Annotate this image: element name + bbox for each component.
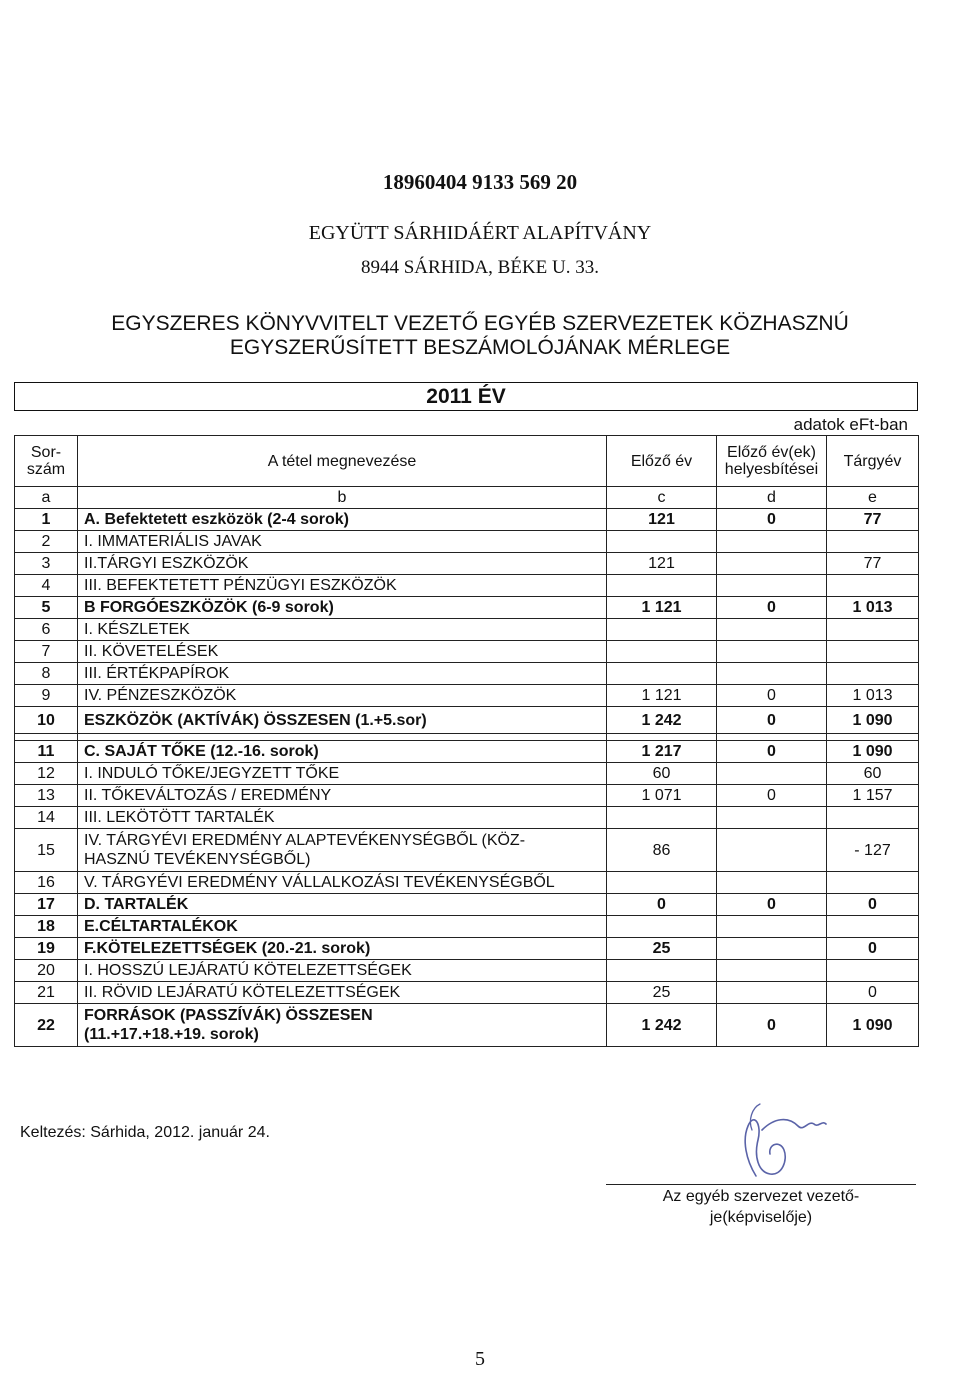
document-title-line1: EGYSZERES KÖNYVVITELT VEZETŐ EGYÉB SZERVEZETEK KÖZHASZNÚ bbox=[111, 312, 849, 335]
item-label: I. HOSSZÚ LEJÁRATÚ KÖTELEZETTSÉGEK bbox=[78, 960, 607, 982]
signatory-label: Az egyéb szervezet vezető- je(képviselője) bbox=[662, 1188, 860, 1226]
unit-note: adatok eFt-ban bbox=[793, 415, 908, 434]
date-line: Keltezés: Sárhida, 2012. január 24. bbox=[20, 1124, 270, 1141]
organization-name: EGYÜTT SÁRHIDÁÉRT ALAPÍTVÁNY bbox=[308, 222, 652, 244]
table-row bbox=[15, 763, 919, 785]
prev-year-value: 1 121 bbox=[607, 685, 717, 707]
col-header-rownum: Sor- szám bbox=[15, 436, 78, 487]
current-year-value bbox=[827, 872, 919, 894]
year-banner: 2011 ÉV bbox=[14, 382, 918, 411]
item-label: C. SAJÁT TŐKE (12.-16. sorok) bbox=[78, 741, 607, 763]
table-row bbox=[15, 553, 919, 575]
table-row bbox=[15, 641, 919, 663]
table-row bbox=[15, 872, 919, 894]
col-letter: c bbox=[607, 487, 717, 509]
col-letter: a bbox=[15, 487, 78, 509]
correction-value: 0 bbox=[717, 1004, 827, 1047]
prev-year-value: 1 217 bbox=[607, 741, 717, 763]
row-number: 15 bbox=[15, 829, 78, 872]
document-title-line2: EGYSZERŰSÍTETT BESZÁMOLÓJÁNAK MÉRLEGE bbox=[229, 336, 731, 359]
item-label: II. RÖVID LEJÁRATÚ KÖTELEZETTSÉGEK bbox=[78, 982, 607, 1004]
item-label: II.TÁRGYI ESZKÖZÖK bbox=[78, 553, 607, 575]
correction-value bbox=[717, 619, 827, 641]
spacer-cell bbox=[78, 734, 607, 741]
current-year-value: 77 bbox=[827, 553, 919, 575]
prev-year-value bbox=[607, 916, 717, 938]
table-row bbox=[15, 785, 919, 807]
table-row bbox=[15, 597, 919, 619]
correction-value: 0 bbox=[717, 741, 827, 763]
item-label: IV. TÁRGYÉVI EREDMÉNY ALAPTEVÉKENYSÉGBŐL (KÖZ- HASZNÚ TEVÉKENYSÉGBŐL) bbox=[78, 829, 607, 872]
prev-year-value bbox=[607, 663, 717, 685]
current-year-value bbox=[827, 641, 919, 663]
row-number: 11 bbox=[15, 741, 78, 763]
row-number: 21 bbox=[15, 982, 78, 1004]
correction-value: 0 bbox=[717, 685, 827, 707]
row-number: 3 bbox=[15, 553, 78, 575]
row-number: 8 bbox=[15, 663, 78, 685]
current-year-value: 60 bbox=[827, 763, 919, 785]
col-header-corrections: Előző év(ek) helyesbítései bbox=[717, 436, 827, 487]
current-year-value bbox=[827, 663, 919, 685]
col-header-prev-year: Előző év bbox=[607, 436, 717, 487]
current-year-value bbox=[827, 916, 919, 938]
correction-value bbox=[717, 938, 827, 960]
item-label: I. KÉSZLETEK bbox=[78, 619, 607, 641]
correction-value bbox=[717, 982, 827, 1004]
organization-address: 8944 SÁRHIDA, BÉKE U. 33. bbox=[360, 257, 600, 278]
spacer-cell bbox=[15, 734, 78, 741]
current-year-value bbox=[827, 807, 919, 829]
table-row bbox=[15, 938, 919, 960]
item-label: B FORGÓESZKÖZÖK (6-9 sorok) bbox=[78, 597, 607, 619]
table-row bbox=[15, 960, 919, 982]
table-row bbox=[15, 531, 919, 553]
item-label: F.KÖTELEZETTSÉGEK (20.-21. sorok) bbox=[78, 938, 607, 960]
row-number: 9 bbox=[15, 685, 78, 707]
prev-year-value bbox=[607, 807, 717, 829]
current-year-value bbox=[827, 960, 919, 982]
correction-value: 0 bbox=[717, 509, 827, 531]
row-number: 18 bbox=[15, 916, 78, 938]
page-number: 5 bbox=[475, 1348, 485, 1370]
balance-sheet-table bbox=[14, 435, 919, 1047]
correction-value bbox=[717, 663, 827, 685]
prev-year-value bbox=[607, 641, 717, 663]
current-year-value: 0 bbox=[827, 938, 919, 960]
col-letter: b bbox=[78, 487, 607, 509]
item-label: ESZKÖZÖK (AKTÍVÁK) ÖSSZESEN (1.+5.sor) bbox=[78, 707, 607, 734]
item-label: I. INDULÓ TŐKE/JEGYZETT TŐKE bbox=[78, 763, 607, 785]
item-label: FORRÁSOK (PASSZÍVÁK) ÖSSZESEN (11.+17.+18.+19. sorok) bbox=[78, 1004, 607, 1047]
table-row bbox=[15, 509, 919, 531]
prev-year-value bbox=[607, 575, 717, 597]
table-row bbox=[15, 894, 919, 916]
correction-value: 0 bbox=[717, 894, 827, 916]
prev-year-value: 86 bbox=[607, 829, 717, 872]
correction-value bbox=[717, 531, 827, 553]
col-header-current-year: Tárgyév bbox=[827, 436, 919, 487]
row-number: 10 bbox=[15, 707, 78, 734]
row-number: 4 bbox=[15, 575, 78, 597]
correction-value bbox=[717, 872, 827, 894]
correction-value bbox=[717, 916, 827, 938]
prev-year-value: 1 242 bbox=[607, 1004, 717, 1047]
current-year-value: - 127 bbox=[827, 829, 919, 872]
signature-line bbox=[606, 1184, 916, 1185]
prev-year-value bbox=[607, 872, 717, 894]
table-row bbox=[15, 829, 919, 872]
current-year-value: 1 090 bbox=[827, 741, 919, 763]
current-year-value bbox=[827, 575, 919, 597]
prev-year-value bbox=[607, 960, 717, 982]
current-year-value: 1 013 bbox=[827, 685, 919, 707]
item-label: A. Befektetett eszközök (2-4 sorok) bbox=[78, 509, 607, 531]
current-year-value: 1 090 bbox=[827, 1004, 919, 1047]
correction-value bbox=[717, 553, 827, 575]
row-number: 7 bbox=[15, 641, 78, 663]
table-row bbox=[15, 619, 919, 641]
table-row bbox=[15, 982, 919, 1004]
row-number: 20 bbox=[15, 960, 78, 982]
prev-year-value: 1 071 bbox=[607, 785, 717, 807]
current-year-value: 1 157 bbox=[827, 785, 919, 807]
spacer-cell bbox=[607, 734, 717, 741]
row-number: 22 bbox=[15, 1004, 78, 1047]
prev-year-value: 1 121 bbox=[607, 597, 717, 619]
current-year-value: 1 013 bbox=[827, 597, 919, 619]
row-number: 19 bbox=[15, 938, 78, 960]
item-label: III. ÉRTÉKPAPÍROK bbox=[78, 663, 607, 685]
item-label: II. KÖVETELÉSEK bbox=[78, 641, 607, 663]
current-year-value: 77 bbox=[827, 509, 919, 531]
correction-value bbox=[717, 807, 827, 829]
prev-year-value: 121 bbox=[607, 553, 717, 575]
item-label: D. TARTALÉK bbox=[78, 894, 607, 916]
item-label: I. IMMATERIÁLIS JAVAK bbox=[78, 531, 607, 553]
prev-year-value bbox=[607, 619, 717, 641]
table-row bbox=[15, 807, 919, 829]
row-number: 5 bbox=[15, 597, 78, 619]
prev-year-value: 0 bbox=[607, 894, 717, 916]
prev-year-value: 25 bbox=[607, 938, 717, 960]
col-letter: d bbox=[717, 487, 827, 509]
correction-value: 0 bbox=[717, 707, 827, 734]
table-row bbox=[15, 741, 919, 763]
table-header-row bbox=[15, 436, 919, 487]
row-number: 2 bbox=[15, 531, 78, 553]
prev-year-value: 121 bbox=[607, 509, 717, 531]
correction-value bbox=[717, 960, 827, 982]
table-row bbox=[15, 707, 919, 734]
item-label: II. TŐKEVÁLTOZÁS / EREDMÉNY bbox=[78, 785, 607, 807]
col-header-item: A tétel megnevezése bbox=[78, 436, 607, 487]
col-letter: e bbox=[827, 487, 919, 509]
prev-year-value: 60 bbox=[607, 763, 717, 785]
item-label: III. LEKÖTÖTT TARTALÉK bbox=[78, 807, 607, 829]
item-label: E.CÉLTARTALÉKOK bbox=[78, 916, 607, 938]
correction-value: 0 bbox=[717, 597, 827, 619]
spacer-cell bbox=[717, 734, 827, 741]
correction-value bbox=[717, 641, 827, 663]
row-number: 17 bbox=[15, 894, 78, 916]
table-row bbox=[15, 663, 919, 685]
correction-value: 0 bbox=[717, 785, 827, 807]
correction-value bbox=[717, 829, 827, 872]
column-letter-row bbox=[15, 487, 919, 509]
row-number: 12 bbox=[15, 763, 78, 785]
table-row bbox=[15, 575, 919, 597]
item-label: IV. PÉNZESZKÖZÖK bbox=[78, 685, 607, 707]
row-number: 6 bbox=[15, 619, 78, 641]
spacer-cell bbox=[827, 734, 919, 741]
item-label: III. BEFEKTETETT PÉNZÜGYI ESZKÖZÖK bbox=[78, 575, 607, 597]
current-year-value bbox=[827, 619, 919, 641]
row-number: 13 bbox=[15, 785, 78, 807]
signature-image bbox=[718, 1090, 868, 1190]
row-number: 1 bbox=[15, 509, 78, 531]
row-number: 14 bbox=[15, 807, 78, 829]
current-year-value bbox=[827, 531, 919, 553]
current-year-value: 0 bbox=[827, 982, 919, 1004]
table-row bbox=[15, 916, 919, 938]
table-row bbox=[15, 685, 919, 707]
current-year-value: 1 090 bbox=[827, 707, 919, 734]
prev-year-value: 25 bbox=[607, 982, 717, 1004]
spacer-row bbox=[15, 734, 919, 741]
current-year-value: 0 bbox=[827, 894, 919, 916]
item-label: V. TÁRGYÉVI EREDMÉNY VÁLLALKOZÁSI TEVÉKENYSÉGBŐL bbox=[78, 872, 607, 894]
table-row bbox=[15, 1004, 919, 1047]
row-number: 16 bbox=[15, 872, 78, 894]
registration-number: 18960404 9133 569 20 bbox=[382, 170, 578, 194]
prev-year-value: 1 242 bbox=[607, 707, 717, 734]
correction-value bbox=[717, 575, 827, 597]
prev-year-value bbox=[607, 531, 717, 553]
correction-value bbox=[717, 763, 827, 785]
